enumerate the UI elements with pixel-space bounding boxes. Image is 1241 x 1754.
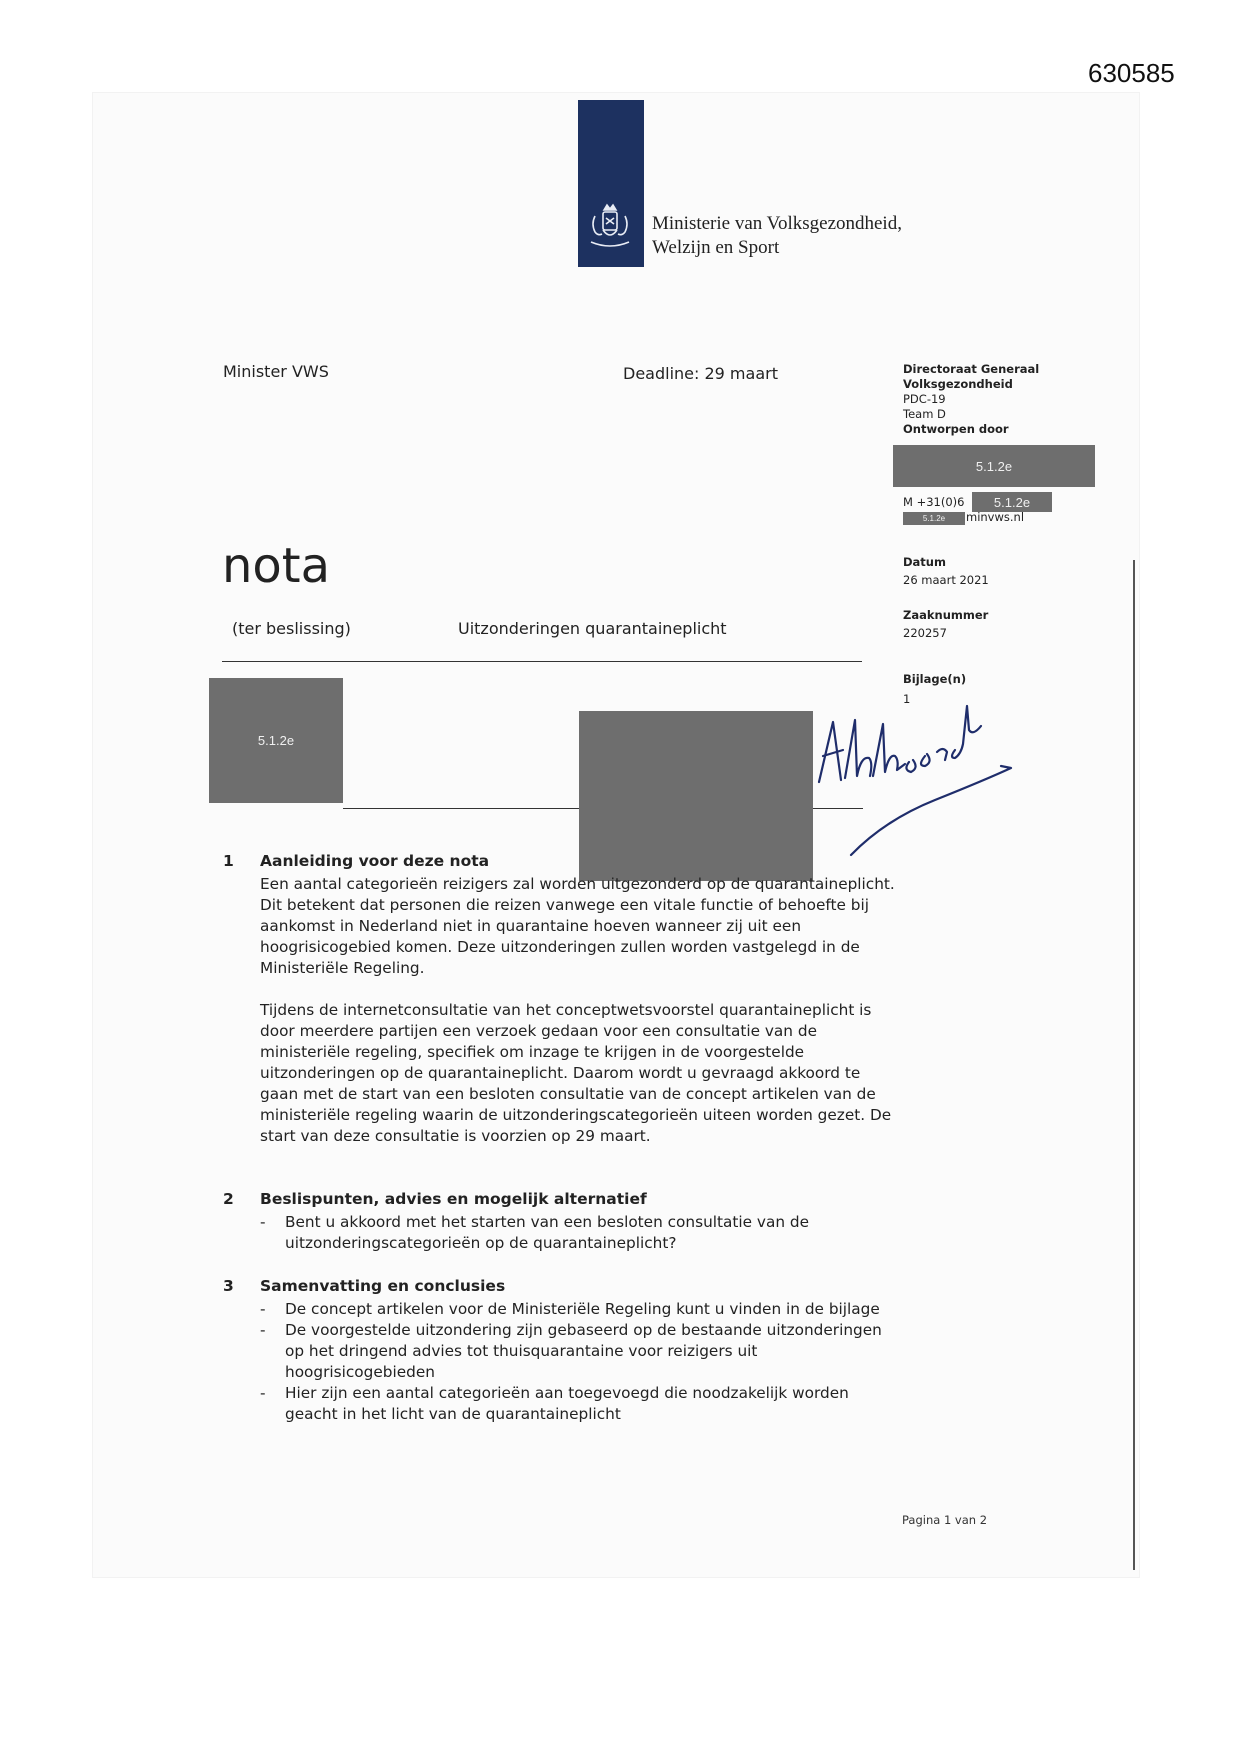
- email-redaction: 5.1.2e: [903, 512, 965, 525]
- case-value: 220257: [903, 626, 947, 640]
- team: Team D: [903, 407, 946, 421]
- date-label: Datum: [903, 555, 946, 569]
- list-item: - Hier zijn een aantal categorieën aan toegevoegd die noodzakelijk worden geacht in het licht van de quarantaineplicht: [260, 1383, 900, 1425]
- bullet-text: De concept artikelen voor de Ministeriële Regeling kunt u vinden in de bijlage: [285, 1300, 880, 1318]
- nota-subject: Uitzonderingen quarantaineplicht: [458, 619, 727, 638]
- section-1-paragraph: Een aantal categorieën reizigers zal worden uitgezonderd op de quarantaineplicht. Dit betekent dat personen die reizen vanwege een vitale functie of behoefte bij aankomst in Nederland niet in quarantaine hoeven wanneer zij uit een hoogrisicogebied komen. Deze uitzonderingen zullen worden vastgelegd in de Ministeriële Regeling.: [260, 875, 895, 977]
- directorate-block: [903, 362, 1039, 437]
- section-2-number: 2: [223, 1190, 234, 1208]
- handwritten-akkoord-signature: [815, 700, 1015, 860]
- section-2-title: Beslispunten, advies en mogelijk alternatief: [260, 1190, 647, 1208]
- bullet-text: Bent u akkoord met het starten van een besloten consultatie van de uitzonderingscategorieën op de quarantaineplicht?: [285, 1213, 810, 1252]
- section-2-bullets: [260, 1212, 900, 1254]
- bullet-text: Hier zijn een aantal categorieën aan toegevoegd die noodzakelijk worden geacht in het licht van de quarantaineplicht: [285, 1384, 849, 1423]
- list-item: - Bent u akkoord met het starten van een besloten consultatie van de uitzonderingscategorieën op de quarantaineplicht?: [260, 1212, 900, 1254]
- email-suffix: minvws.nl: [966, 510, 1025, 524]
- directorate-line1: Directoraat Generaal: [903, 362, 1040, 376]
- royal-coat-of-arms-icon: [585, 202, 635, 254]
- section-3-bullets: [260, 1299, 900, 1425]
- section-3-title: Samenvatting en conclusies: [260, 1277, 506, 1295]
- phone-line: [903, 495, 964, 510]
- ministry-name-line2: Welzijn en Sport: [652, 237, 780, 258]
- date-block: [903, 555, 989, 588]
- designer-redaction: 5.1.2e: [893, 445, 1095, 487]
- attachments-label: Bijlage(n): [903, 672, 967, 686]
- section-1-paragraph: Tijdens de internetconsultatie van het conceptwetsvoorstel quarantaineplicht is door meerdere partijen een verzoek gedaan voor een consultatie van de ministeriële regeling, specifiek om inzage te krijgen in de voorgestelde uitzonderingen op de quarantaineplicht. Daarom wordt u gevraagd akkoord te gaan met de start van een besloten consultatie van de concept artikelen van de ministeriële regeling waarin de uitzonderingscategorieën uiteen worden gezet. De start van deze consultatie is voorzien op 29 maart.: [260, 1001, 892, 1145]
- page-edge: [1133, 560, 1135, 1570]
- section-1-body: [260, 874, 900, 1147]
- document-number: 630585: [1088, 58, 1175, 88]
- phone-redaction: 5.1.2e: [972, 492, 1052, 512]
- addressee: Minister VWS: [223, 362, 329, 381]
- ministry-name-line1: Ministerie van Volksgezondheid,: [652, 213, 902, 234]
- attachments-value: 1: [903, 692, 911, 706]
- page-number: Pagina 1 van 2: [902, 1513, 988, 1527]
- signature-redaction-left: 5.1.2e: [209, 678, 343, 803]
- case-block: [903, 608, 988, 641]
- unit: PDC-19: [903, 392, 946, 406]
- ministry-name: [652, 212, 902, 260]
- case-label: Zaaknummer: [903, 608, 989, 622]
- section-3-number: 3: [223, 1277, 234, 1295]
- list-item: - De concept artikelen voor de Ministeriële Regeling kunt u vinden in de bijlage: [260, 1300, 880, 1318]
- signature-redaction-right: [579, 711, 813, 881]
- designed-by-label: Ontworpen door: [903, 422, 1009, 436]
- nota-type: (ter beslissing): [232, 619, 351, 638]
- nota-title: nota: [222, 538, 331, 594]
- title-divider: [222, 661, 862, 662]
- bullet-text: De voorgestelde uitzondering zijn gebaseerd op de bestaande uitzonderingen op het dringend advies tot thuisquarantaine voor reizigers uit hoogrisicogebieden: [285, 1321, 882, 1381]
- section-1-title: Aanleiding voor deze nota: [260, 852, 490, 870]
- list-item: - De voorgestelde uitzondering zijn gebaseerd op de bestaande uitzonderingen op het dringend advies tot thuisquarantaine voor reizigers uit hoogrisicogebieden: [260, 1320, 900, 1383]
- section-1-number: 1: [223, 852, 234, 870]
- date-value: 26 maart 2021: [903, 573, 989, 587]
- phone-prefix: M +31(0)6: [903, 495, 965, 509]
- directorate-line2: Volksgezondheid: [903, 377, 1013, 391]
- deadline: Deadline: 29 maart: [623, 364, 778, 383]
